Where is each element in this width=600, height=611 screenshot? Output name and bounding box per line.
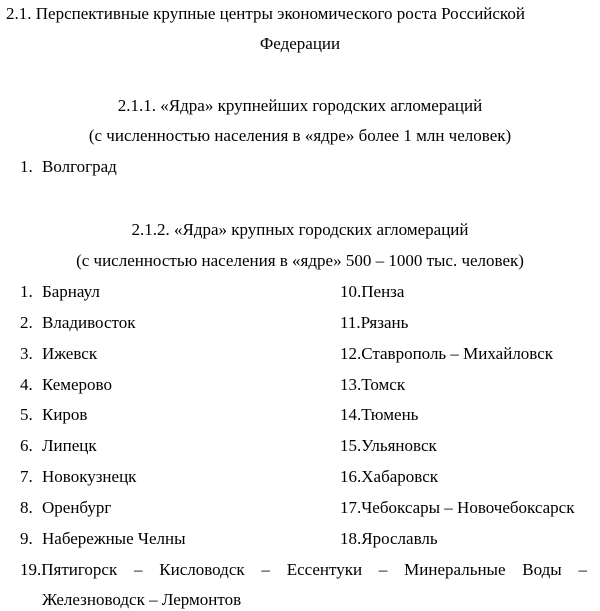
list-item: 18.Ярославль [340,529,438,548]
list-item-name: Набережные Челны [42,529,186,548]
list-item-number: 9. [20,529,33,548]
list-item-number: 5. [20,405,33,424]
list-item-name: Киров [42,405,88,424]
list-item-name: Липецк [42,436,97,455]
list-item: 13.Томск [340,375,406,394]
list-item: 17.Чебоксары – Новочебоксарск [340,498,575,517]
subsection2-title: 2.1.2. «Ядра» крупных городских агломераций [131,220,469,239]
list-item [20,344,97,364]
subsection2-subtitle: (с численностью населения в «ядре» 500 – 1000 тыс. человек) [76,251,524,270]
list-item-number: 4. [20,375,33,394]
list-item-19-line2: Железноводск – Лермонтов [42,590,242,609]
list-item [20,405,87,425]
section-heading-line2: Федерации [259,34,341,53]
list-item [20,375,112,395]
list-item-number: 8. [20,498,33,517]
list-item-name: Волгоград [42,157,117,176]
list-item [20,157,117,177]
list-item [20,498,111,518]
list-item: 12.Ставрополь – Михайловск [340,344,554,363]
list-item-name: Кемерово [42,375,112,394]
list-item [20,467,136,487]
list-item: 16.Хабаровск [340,467,438,486]
section-heading-line1: 2.1. Перспективные крупные центры экономического роста Российской [6,4,525,23]
list-item-number: 6. [20,436,33,455]
list-item-name: Ижевск [42,344,98,363]
list-item [20,529,186,549]
list-item-name: Барнаул [42,282,100,301]
subsection1-title: 2.1.1. «Ядра» крупнейших городских агломераций [117,96,483,115]
subsection1-subtitle: (с численностью населения в «ядре» более 1 млн человек) [88,126,512,145]
list-item [20,313,135,333]
list-item-number: 3. [20,344,33,363]
list-item: 10.Пенза [340,282,405,301]
list-item: 11.Рязань [340,313,409,332]
list-item-number: 1. [20,282,33,301]
list-item [20,282,100,302]
list-item-name: Новокузнецк [42,467,137,486]
list-item: 14.Тюмень [340,405,419,424]
list-item-number: 7. [20,467,33,486]
list-item-number: 1. [20,157,33,176]
list-item-19-line1: 19.Пятигорск – Кисловодск – Ессентуки – Минеральные Воды – [20,560,587,579]
list-item: 15.Ульяновск [340,436,437,455]
list-item-number: 2. [20,313,33,332]
list-item [20,436,97,456]
list-item-name: Оренбург [42,498,112,517]
list-item-name: Владивосток [42,313,136,332]
